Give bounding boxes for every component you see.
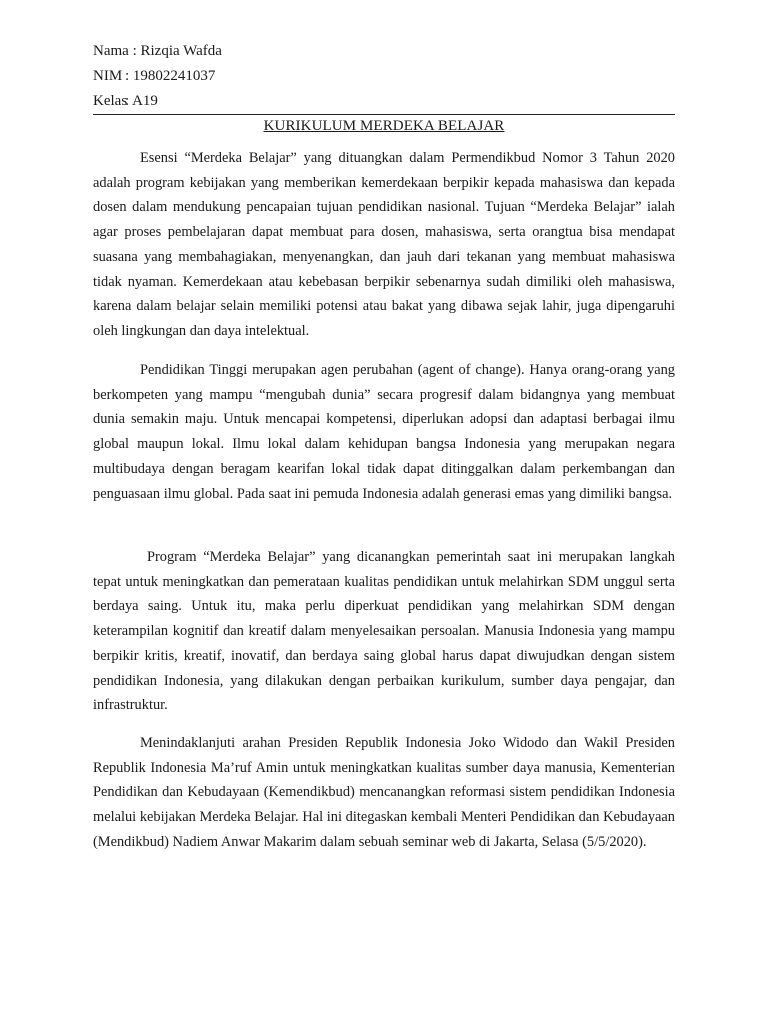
class-label: Kelas: [93, 93, 128, 109]
student-name-line: [93, 42, 222, 60]
document-title: KURIKULUM MERDEKA BELAJAR: [263, 118, 505, 134]
student-nim-line: [93, 67, 215, 85]
paragraph-1: Esensi “Merdeka Belajar” yang dituangkan dalam Permendikbud Nomor 3 Tahun 2020 adalah program kebijakan yang memberikan kemerdekaan berpikir kepada mahasiswa dan kepada dosen dalam mendukung pencapaian tujuan pendidikan nasional. Tujuan “Merdeka Belajar” ialah agar proses pembelajaran dapat membuat para dosen, mahasiswa, serta orangtua bisa mendapat suasana yang membahagiakan, menyenangkan, dan jauh dari tekanan yang membuat mahasiswa tidak nyaman. Kemerdekaan atau kebebasan berpikir sebenarnya sudah dimiliki oleh mahasiswa, karena dalam belajar selain memiliki potensi atau bakat yang dibawa sejak lahir, juga dipengaruhi oleh lingkungan dan daya intelektual.: [93, 150, 675, 339]
student-name: Nama : Rizqia Wafda: [93, 43, 222, 59]
paragraph-2: Pendidikan Tinggi merupakan agen perubahan (agent of change). Hanya orang-orang yang berkompeten yang mampu “mengubah dunia” secara progresif dalam bidangnya yang membuat dunia semakin maju. Untuk mencapai kompetensi, diperlukan adopsi dan adaptasi berbagai ilmu global maupun lokal. Ilmu lokal dalam kehidupan bangsa Indonesia yang merupakan negara multibudaya dengan beragam kearifan lokal tidak dapat ditinggalkan dalam perkembangan dan penguasaan ilmu global. Pada saat ini pemuda Indonesia adalah generasi emas yang dimiliki bangsa.: [93, 362, 675, 502]
paragraph-3: Program “Merdeka Belajar” yang dicanangkan pemerintah saat ini merupakan langkah tepat untuk meningkatkan dan pemerataan kualitas pendidikan untuk melahirkan SDM unggul serta berdaya saing. Untuk itu, maka perlu diperkuat pendidikan yang melahirkan SDM dengan keterampilan kognitif dan kreatif dalam menyelesaikan persoalan. Manusia Indonesia yang mampu berpikir kritis, kreatif, inovatif, dan berdaya saing global harus dapat diwujudkan dengan sistem pendidikan Indonesia, yang dilakukan dengan perbaikan kurikulum, sumber daya pengajar, dan infrastruktur.: [93, 549, 675, 714]
class-value: : A19: [125, 93, 158, 109]
header-divider: [93, 114, 675, 115]
nim-label: NIM: [93, 68, 123, 84]
paragraph-4: Menindaklanjuti arahan Presiden Republik Indonesia Joko Widodo dan Wakil Presiden Republik Indonesia Ma’ruf Amin untuk meningkatkan kualitas sumber daya manusia, Kementerian Pendidikan dan Kebudayaan (Kemendikbud) mencanangkan reformasi sistem pendidikan Indonesia melalui kebijakan Merdeka Belajar. Hal ini ditegaskan kembali Menteri Pendidikan dan Kebudayaan (Mendikbud) Nadiem Anwar Makarim dalam sebuah seminar web di Jakarta, Selasa (5/5/2020).: [93, 735, 675, 850]
nim-value: : 19802241037: [125, 68, 216, 84]
student-class-line: [93, 92, 158, 110]
